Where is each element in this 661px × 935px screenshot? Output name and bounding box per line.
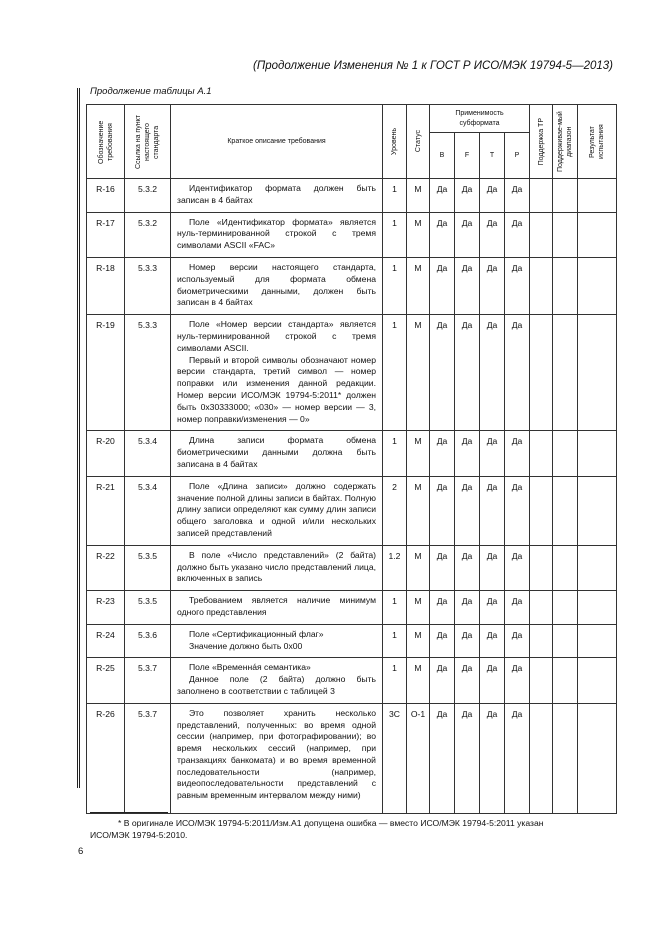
table-row — [87, 703, 617, 813]
description-paragraph: Поле «Сертификационный флаг» — [189, 628, 324, 639]
test-result-cell — [578, 315, 617, 431]
supported-range-cell — [553, 591, 578, 625]
applicability-b: Да — [430, 257, 455, 314]
table-row — [87, 179, 617, 213]
applicability-b: Да — [430, 431, 455, 476]
support-tp-cell — [530, 476, 553, 545]
applicability-b: Да — [430, 315, 455, 431]
test-result-cell — [578, 431, 617, 476]
applicability-p: Да — [505, 315, 530, 431]
level-cell: 1 — [383, 315, 407, 431]
supported-range-cell — [553, 624, 578, 658]
supported-range-cell — [553, 257, 578, 314]
table-row — [87, 591, 617, 625]
description-paragraph: Значение должно быть 0x00 — [189, 640, 303, 651]
table-row — [87, 658, 617, 703]
support-tp-cell — [530, 545, 553, 590]
requirement-description — [171, 624, 383, 658]
header-designation: Обозначение требования — [87, 105, 125, 179]
document-header: (Продолжение Изменения № 1 к ГОСТ Р ИСО/МЭК 19794-5—2013) — [253, 60, 613, 72]
description-paragraph: Идентификатор формата должен быть записан в 4 байтах — [177, 183, 376, 205]
description-paragraph: Поле «Номер версии стандарта» является нуль-терминированной строкой с тремя символами ASCII. — [177, 319, 376, 353]
table-row — [87, 257, 617, 314]
supported-range-cell — [553, 658, 578, 703]
footnote — [90, 818, 615, 841]
status-cell: М — [407, 624, 430, 658]
applicability-t: Да — [480, 545, 505, 590]
supported-range-cell — [553, 179, 578, 213]
applicability-p: Да — [505, 658, 530, 703]
header-sub-b: B — [430, 133, 455, 179]
header-description: Краткое описание требования — [171, 105, 383, 179]
table-row — [87, 431, 617, 476]
table-row — [87, 545, 617, 590]
requirement-description — [171, 179, 383, 213]
support-tp-cell — [530, 658, 553, 703]
level-cell: 1 — [383, 658, 407, 703]
supported-range-cell — [553, 703, 578, 813]
test-result-cell — [578, 703, 617, 813]
test-result-cell — [578, 591, 617, 625]
support-tp-cell — [530, 212, 553, 257]
test-result-cell — [578, 658, 617, 703]
description-paragraph: Данное поле (2 байта) должно быть заполнено в соответствии с таблицей 3 — [177, 674, 376, 696]
requirement-description — [171, 658, 383, 703]
test-result-cell — [578, 257, 617, 314]
applicability-f: Да — [455, 257, 480, 314]
support-tp-cell — [530, 591, 553, 625]
applicability-f: Да — [455, 315, 480, 431]
requirement-description — [171, 257, 383, 314]
header-support-tp: Поддержка ТР — [530, 105, 553, 179]
requirements-table — [86, 104, 617, 814]
support-tp-cell — [530, 703, 553, 813]
test-result-cell — [578, 212, 617, 257]
requirement-id: R-20 — [87, 431, 125, 476]
applicability-p: Да — [505, 179, 530, 213]
test-result-cell — [578, 545, 617, 590]
requirement-id: R-19 — [87, 315, 125, 431]
reference-clause: 5.3.5 — [125, 591, 171, 625]
reference-clause: 5.3.4 — [125, 431, 171, 476]
header-reference: Ссылка на пункт настоящего стандарта — [125, 105, 171, 179]
description-paragraph: Первый и второй символы обозначают номер версии стандарта, третий символ — номер поправки или изменения данной редакции. Номер версии ИСО/МЭК 19794-5:2011* должен быть 0x30333000; «030» — номер версии — 3, номер поправки/изменения — 0» — [177, 354, 376, 424]
requirement-description — [171, 703, 383, 813]
header-supported-range: Поддерживае-мый диапазон — [553, 105, 578, 179]
supported-range-cell — [553, 212, 578, 257]
applicability-b: Да — [430, 591, 455, 625]
level-cell: 1 — [383, 431, 407, 476]
applicability-t: Да — [480, 431, 505, 476]
requirement-description — [171, 591, 383, 625]
requirement-id: R-17 — [87, 212, 125, 257]
reference-clause: 5.3.7 — [125, 658, 171, 703]
applicability-p: Да — [505, 545, 530, 590]
applicability-b: Да — [430, 212, 455, 257]
status-cell: М — [407, 257, 430, 314]
applicability-t: Да — [480, 658, 505, 703]
header-level: Уровень — [383, 105, 407, 179]
support-tp-cell — [530, 315, 553, 431]
supported-range-cell — [553, 431, 578, 476]
reference-clause: 5.3.3 — [125, 315, 171, 431]
applicability-f: Да — [455, 703, 480, 813]
applicability-p: Да — [505, 591, 530, 625]
requirement-id: R-24 — [87, 624, 125, 658]
applicability-p: Да — [505, 431, 530, 476]
status-cell: М — [407, 212, 430, 257]
reference-clause: 5.3.2 — [125, 179, 171, 213]
table-row — [87, 315, 617, 431]
applicability-p: Да — [505, 212, 530, 257]
applicability-f: Да — [455, 212, 480, 257]
applicability-b: Да — [430, 658, 455, 703]
applicability-t: Да — [480, 476, 505, 545]
description-paragraph: Это позволяет хранить несколько представлений, полученных: во время одной сессии (например, при фотографировании); во время нескольких сессий (например, при транзакциях банкомата) и во время временной последовательности (например, видеопоследовательности представлений с равным временным интервалом между ними) — [177, 707, 376, 801]
footnote-line-2: ИСО/МЭК 19794-5:2010. — [90, 829, 188, 840]
level-cell: 3С — [383, 703, 407, 813]
description-paragraph: Длина записи формата обмена биометрическими данными должна быть записана в 4 байтах — [177, 435, 376, 469]
footnote-rule — [90, 812, 168, 813]
level-cell: 2 — [383, 476, 407, 545]
requirement-description — [171, 315, 383, 431]
table-row — [87, 624, 617, 658]
applicability-p: Да — [505, 703, 530, 813]
reference-clause: 5.3.6 — [125, 624, 171, 658]
description-paragraph: Поле «Длина записи» должно содержать значение полной длины записи в байтах. Полную длину записи определяют как сумму длин записи общего заголовка и одной и/или нескольких записей представлений — [177, 480, 376, 538]
applicability-f: Да — [455, 179, 480, 213]
level-cell: 1 — [383, 179, 407, 213]
level-cell: 1 — [383, 591, 407, 625]
page-number: 6 — [78, 846, 84, 857]
level-cell: 1 — [383, 624, 407, 658]
footnote-line-1: * В оригинале ИСО/МЭК 19794-5:2011/Изм.А1 допущена ошибка — вместо ИСО/МЭК 19794-5:2011 указан — [118, 818, 544, 828]
status-cell: М — [407, 591, 430, 625]
header-sub-f: F — [455, 133, 480, 179]
applicability-t: Да — [480, 591, 505, 625]
applicability-f: Да — [455, 658, 480, 703]
table-row — [87, 212, 617, 257]
status-cell: М — [407, 315, 430, 431]
header-test-result: Результат испытания — [578, 105, 617, 179]
support-tp-cell — [530, 624, 553, 658]
status-cell: М — [407, 476, 430, 545]
applicability-p: Да — [505, 476, 530, 545]
applicability-f: Да — [455, 591, 480, 625]
requirement-description — [171, 431, 383, 476]
applicability-t: Да — [480, 179, 505, 213]
test-result-cell — [578, 476, 617, 545]
applicability-f: Да — [455, 545, 480, 590]
applicability-b: Да — [430, 545, 455, 590]
requirement-id: R-16 — [87, 179, 125, 213]
applicability-f: Да — [455, 476, 480, 545]
applicability-f: Да — [455, 431, 480, 476]
support-tp-cell — [530, 431, 553, 476]
applicability-b: Да — [430, 476, 455, 545]
description-paragraph: Поле «Идентификатор формата» является нуль-терминированной строкой с тремя символами ASCII «FAC» — [177, 216, 376, 251]
description-paragraph: В поле «Число представлений» (2 байта) должно быть указано число представлений лица, включенных в запись — [177, 549, 376, 584]
supported-range-cell — [553, 476, 578, 545]
applicability-t: Да — [480, 257, 505, 314]
test-result-cell — [578, 624, 617, 658]
header-status: Статус — [407, 105, 430, 179]
requirement-id: R-25 — [87, 658, 125, 703]
applicability-t: Да — [480, 703, 505, 813]
header-sub-p: P — [505, 133, 530, 179]
description-paragraph: Номер версии настоящего стандарта, используемый для формата обмена биометрическими данными, должен быть записан в 4 байтах — [177, 261, 376, 308]
applicability-t: Да — [480, 624, 505, 658]
header-sub-t: T — [480, 133, 505, 179]
description-paragraph: Требованием является наличие минимум одного представления — [177, 595, 376, 617]
status-cell: М — [407, 545, 430, 590]
requirement-description — [171, 212, 383, 257]
support-tp-cell — [530, 179, 553, 213]
requirement-id: R-21 — [87, 476, 125, 545]
requirements-body — [87, 179, 617, 814]
requirement-description — [171, 545, 383, 590]
requirement-description — [171, 476, 383, 545]
status-cell: М — [407, 431, 430, 476]
applicability-f: Да — [455, 624, 480, 658]
test-result-cell — [578, 179, 617, 213]
applicability-b: Да — [430, 703, 455, 813]
header-applicability: Применимость субформата — [430, 105, 530, 133]
supported-range-cell — [553, 315, 578, 431]
requirement-id: R-26 — [87, 703, 125, 813]
change-bar — [77, 88, 80, 788]
requirement-id: R-23 — [87, 591, 125, 625]
reference-clause: 5.3.7 — [125, 703, 171, 813]
level-cell: 1 — [383, 212, 407, 257]
level-cell: 1 — [383, 257, 407, 314]
applicability-t: Да — [480, 212, 505, 257]
table-caption: Продолжение таблицы А.1 — [90, 86, 212, 97]
status-cell: М — [407, 179, 430, 213]
table-row — [87, 476, 617, 545]
status-cell: О-1 — [407, 703, 430, 813]
reference-clause: 5.3.5 — [125, 545, 171, 590]
reference-clause: 5.3.2 — [125, 212, 171, 257]
applicability-b: Да — [430, 179, 455, 213]
applicability-b: Да — [430, 624, 455, 658]
applicability-t: Да — [480, 315, 505, 431]
applicability-p: Да — [505, 257, 530, 314]
supported-range-cell — [553, 545, 578, 590]
status-cell: М — [407, 658, 430, 703]
support-tp-cell — [530, 257, 553, 314]
requirement-id: R-18 — [87, 257, 125, 314]
reference-clause: 5.3.3 — [125, 257, 171, 314]
requirement-id: R-22 — [87, 545, 125, 590]
reference-clause: 5.3.4 — [125, 476, 171, 545]
applicability-p: Да — [505, 624, 530, 658]
description-paragraph: Поле «Временна́я семантика» — [189, 662, 311, 673]
level-cell: 1.2 — [383, 545, 407, 590]
